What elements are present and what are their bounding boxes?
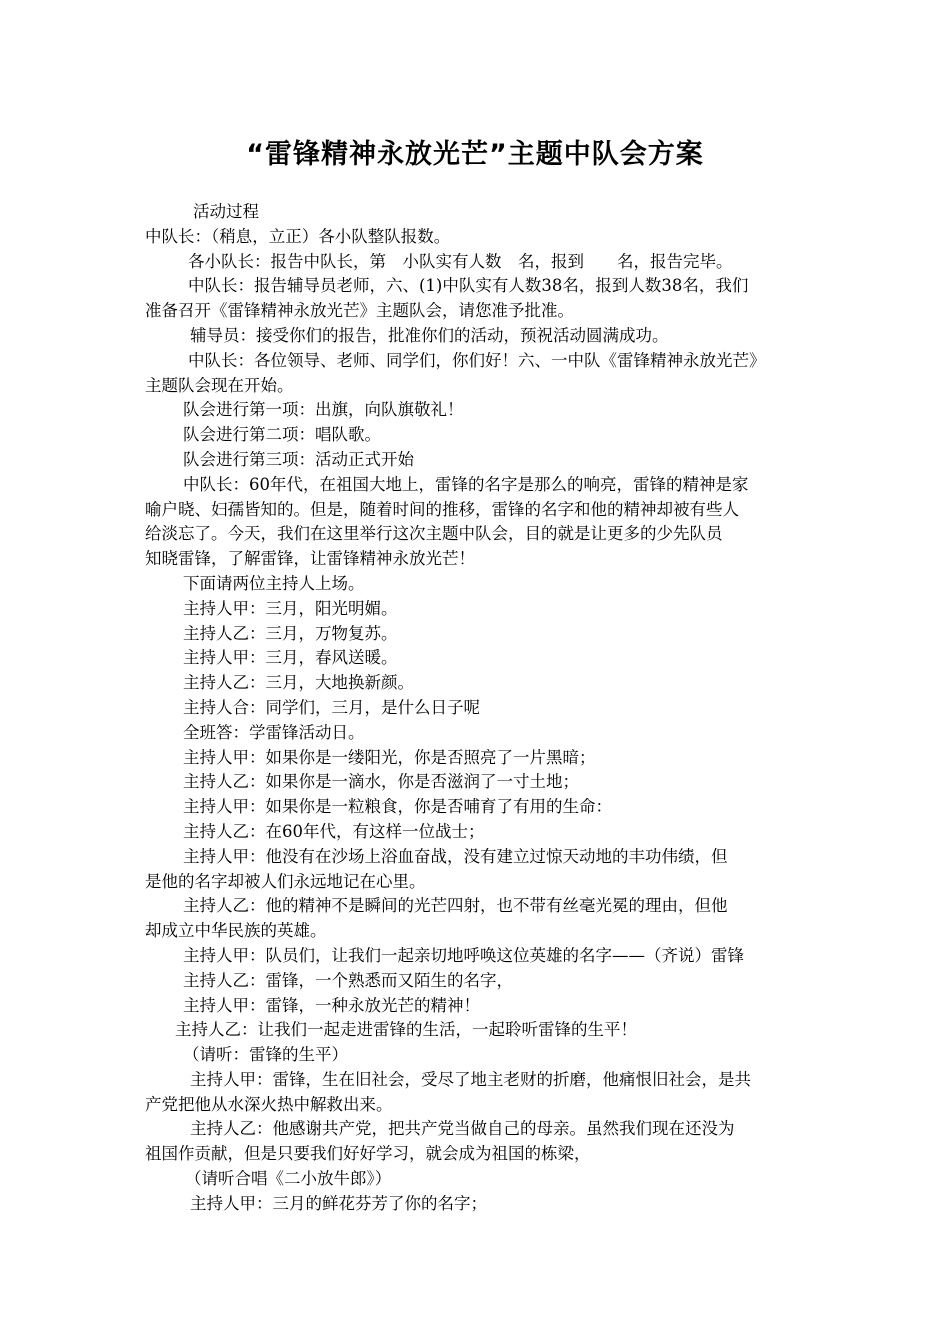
section-heading: 活动过程 — [193, 202, 259, 221]
text-line: （请听：雷锋的生平） — [183, 1045, 348, 1065]
text-line: 准备召开《雷锋精神永放光芒》主题队会，请您准予批准。 — [145, 301, 574, 321]
text-line: 主持人乙：如果你是一滴水，你是否滋润了一寸土地； — [183, 772, 579, 792]
text-line: 知晓雷锋，了解雷锋，让雷锋精神永放光芒！ — [145, 549, 475, 569]
text-line: 中队长：（稍息，立正）各小队整队报数。 — [145, 226, 451, 246]
text-line: 主持人乙：三月，万物复苏。 — [183, 623, 398, 643]
text-line: 主持人甲：雷锋，生在旧社会，受尽了地主老财的折磨，他痛恨旧社会，是共 — [190, 1069, 751, 1089]
text-line: 祖国作贡献，但是只要我们好好学习，就会成为祖国的栋梁， — [145, 1144, 591, 1164]
text-line: 主持人乙：三月，大地换新颜。 — [183, 673, 414, 693]
text-line: （请听合唱《二小放牛郎》） — [185, 1169, 392, 1189]
text-line: 产党把他从水深火热中解救出来。 — [145, 1094, 393, 1114]
text-line: 主持人甲：三月的鲜花芬芳了你的名字； — [190, 1193, 487, 1213]
text-line: 主持人合：同学们，三月，是什么日子呢 — [183, 697, 480, 717]
text-line: 喻户晓、妇孺皆知的。但是，随着时间的推移，雷锋的名字和他的精神却被有些人 — [145, 499, 739, 519]
text-line: 中队长：60年代，在祖国大地上，雷锋的名字是那么的响亮，雷锋的精神是家 — [183, 474, 749, 494]
text-line: 给淡忘了。今天，我们在这里举行这次主题中队会，目的就是让更多的少先队员 — [145, 524, 723, 544]
text-line: 主持人乙：雷锋，一个熟悉而又陌生的名字， — [183, 970, 513, 990]
text-line: 辅导员：接受你们的报告，批准你们的活动，预祝活动圆满成功。 — [190, 325, 669, 345]
text-line: 中队长：各位领导、老师、同学们，你们好！六、一中队《雷锋精神永放光芒》 — [188, 350, 766, 370]
text-line: 队会进行第二项：唱队歌。 — [183, 425, 381, 445]
text-line: 却成立中华民族的英雄。 — [145, 921, 327, 941]
text-line: 各小队长：报告中队长，第 小队实有人数 名，报到 名，报告完毕。 — [188, 251, 733, 271]
text-line: 中队长：报告辅导员老师，六、(1)中队实有人数38名，报到人数38名，我们 — [188, 276, 749, 296]
text-line: 主持人乙：让我们一起走进雷锋的生活，一起聆听雷锋的生平！ — [175, 1020, 637, 1040]
text-line: 主持人甲：三月，阳光明媚。 — [183, 598, 398, 618]
text-line: 队会进行第一项：出旗，向队旗敬礼！ — [183, 400, 464, 420]
text-line: 主题队会现在开始。 — [145, 375, 294, 395]
text-line: 下面请两位主持人上场。 — [183, 573, 365, 593]
text-line: 是他的名字却被人们永远地记在心里。 — [145, 871, 426, 891]
text-line: 主持人甲：三月，春风送暖。 — [183, 648, 398, 668]
document-body — [145, 200, 815, 1217]
text-line: 主持人甲：如果你是一粒粮食，你是否哺育了有用的生命： — [183, 797, 612, 817]
text-line: 主持人甲：他没有在沙场上浴血奋战，没有建立过惊天动地的丰功伟绩，但 — [183, 846, 728, 866]
text-line: 全班答：学雷锋活动日。 — [183, 722, 365, 742]
text-line: 主持人甲：雷锋，一种永放光芒的精神！ — [183, 995, 480, 1015]
text-line: 主持人甲：队员们，让我们一起亲切地呼唤这位英雄的名字——（齐说）雷锋 — [183, 945, 744, 965]
text-line: 主持人乙：在60年代，有这样一位战士； — [183, 821, 485, 841]
text-line: 队会进行第三项：活动正式开始 — [183, 449, 414, 469]
text-line: 主持人乙：他的精神不是瞬间的光芒四射，也不带有丝毫光冕的理由，但他 — [183, 896, 728, 916]
text-line: 主持人甲：如果你是一缕阳光，你是否照亮了一片黑暗； — [183, 747, 596, 767]
text-line: 主持人乙：他感谢共产党，把共产党当做自己的母亲。虽然我们现在还没为 — [190, 1119, 735, 1139]
document-title: “雷锋精神永放光芒”主题中队会方案 — [246, 139, 704, 170]
